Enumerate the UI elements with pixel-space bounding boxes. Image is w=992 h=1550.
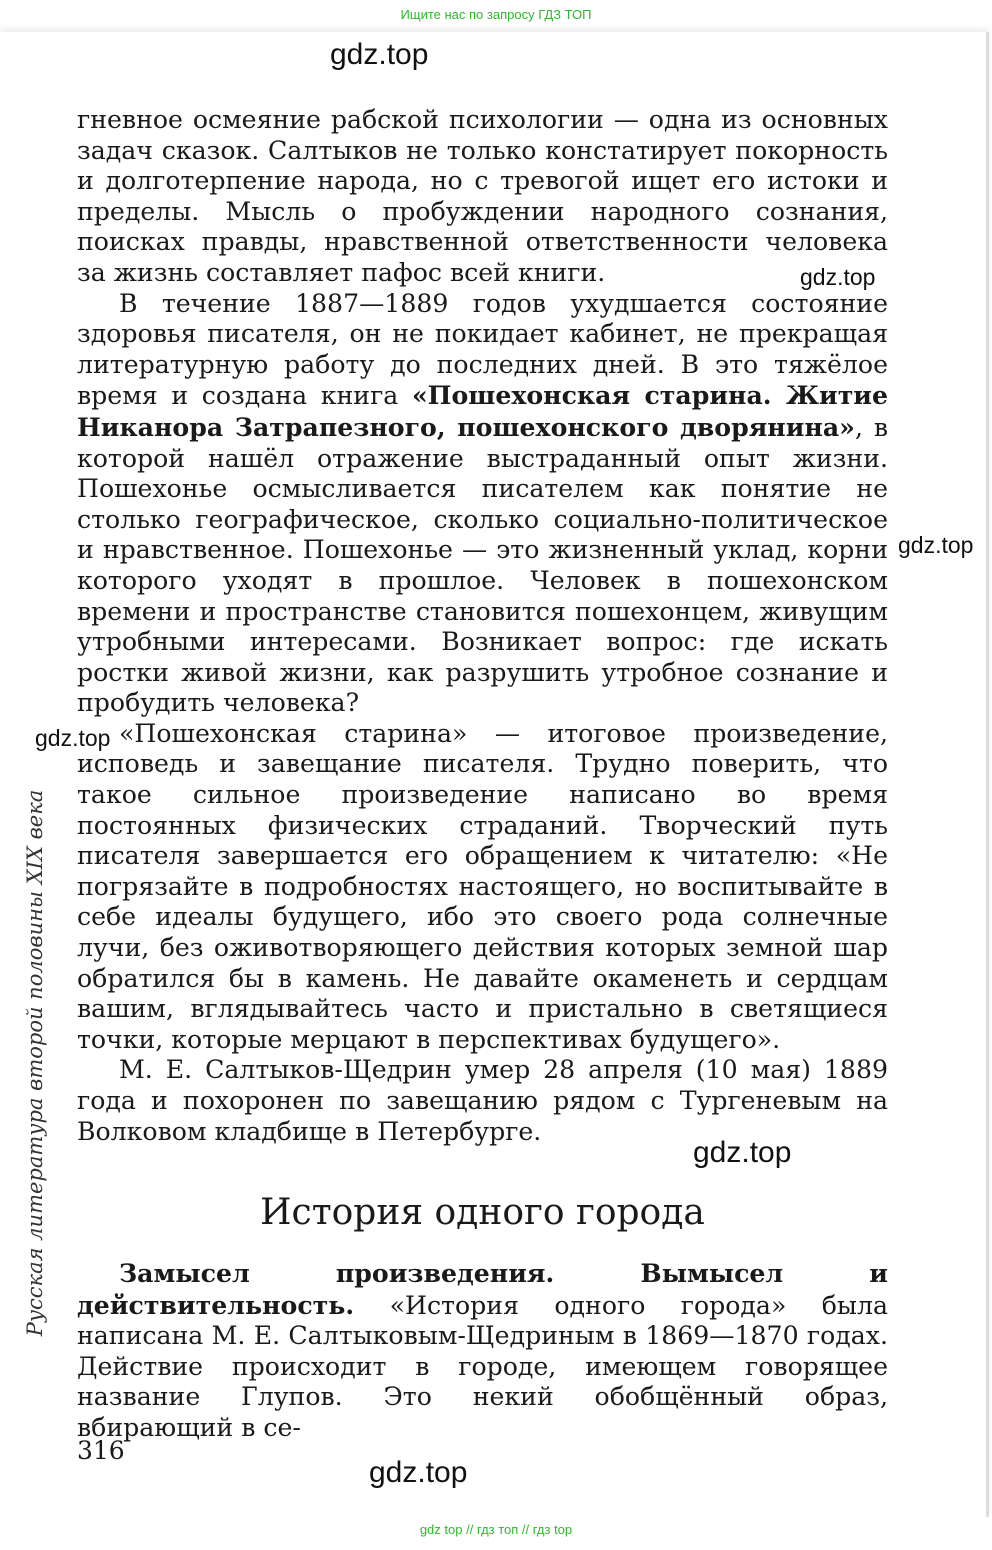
- section-body: [77, 1258, 888, 1444]
- segment: «Пошехонская старина» — итоговое произведение, исповедь и завещание писателя. Трудно поверить, что такое сильное произведение написано во время постоянных физических страданий. Творческий путь писателя завершается его обращением к читателю: «Не погрязайте в подробностях настоящего, но воспитывайте в себе идеалы будущего, ибо это своего рода солнечные лучи, без оживотворяющего действия которых земной шар обратился бы в камень. Не давайте окаменеть и сердцам вашим, вглядывайтесь часто и пристально в светящиеся точки, которые мерцают в перспективах будущего».: [77, 718, 888, 1054]
- watermark-top: gdz.top: [330, 38, 429, 71]
- footer-links[interactable]: gdz top // гдз топ // гдз top: [419, 1522, 573, 1537]
- segment: В течение 1887—1889 годов ухудшается состояние здоровья писателя, он не покидает кабинет, не прекращая литературную работу до последних дней. В это тяжёлое время и создана книга: [77, 288, 888, 411]
- section-lead-bold: Замысел произведения. Вымысел и действительность.: [77, 1258, 888, 1320]
- watermark-left: gdz.top: [35, 725, 111, 751]
- page-number: 316: [77, 1436, 125, 1465]
- book-title-bold: «Пошехонская старина. Житие Никанора Затрапезного, пошехонского дворянина»: [77, 380, 889, 442]
- segment: гневное осмеяние рабской психологии — одна из основных задач сказок. Салтыков не только констатирует покорность и долготерпение народа, но с тревогой ищет его истоки и пределы. Мысль о пробуждении народного сознания, поисках правды, нравственной ответственности человека за жизнь составляет пафос всей книги.: [77, 105, 888, 287]
- paragraph-1: [77, 105, 888, 289]
- segment: «История одного города» была написана М. Е. Салтыковым-Щедриным в 1869—1870 годах. Действие происходит в городе, имеющем говорящее название Глупов. Это некий обобщённый образ, вбирающий в се-: [77, 1290, 888, 1442]
- section-title: История одного города: [260, 1192, 705, 1233]
- body-text: [77, 105, 888, 1147]
- paragraph-2: [77, 289, 888, 719]
- side-caption: Русская литература второй половины XIX века: [23, 789, 47, 1337]
- watermark-right-2: gdz.top: [898, 532, 974, 558]
- paragraph-4: [77, 1055, 888, 1147]
- watermark-mid: gdz.top: [693, 1136, 792, 1169]
- segment: , в которой нашёл отражение выстраданный опыт жизни. Пошехонье осмысливается писателем как понятие не столько географическое, сколько социально-политическое и нравственное. Пошехонье — это жизненный уклад, корни которого уходят в прошлое. Человек в пошехонском времени и пространстве становится пошехонцем, живущим утробными интересами. Возникает вопрос: где искать ростки живой жизни, как разрушить утробное сознание и пробудить человека?: [77, 412, 888, 718]
- search-banner[interactable]: Ищите нас по запросу ГДЗ ТОП: [400, 7, 592, 22]
- watermark-bottom: gdz.top: [369, 1456, 468, 1489]
- watermark-right-1: gdz.top: [800, 264, 876, 290]
- segment: М. Е. Салтыков-Щедрин умер 28 апреля (10 мая) 1889 года и похоронен по завещанию рядом с Тургеневым на Волковом кладбище в Петербурге.: [77, 1055, 888, 1146]
- paragraph-3: [77, 719, 888, 1056]
- section-paragraph: [77, 1258, 888, 1444]
